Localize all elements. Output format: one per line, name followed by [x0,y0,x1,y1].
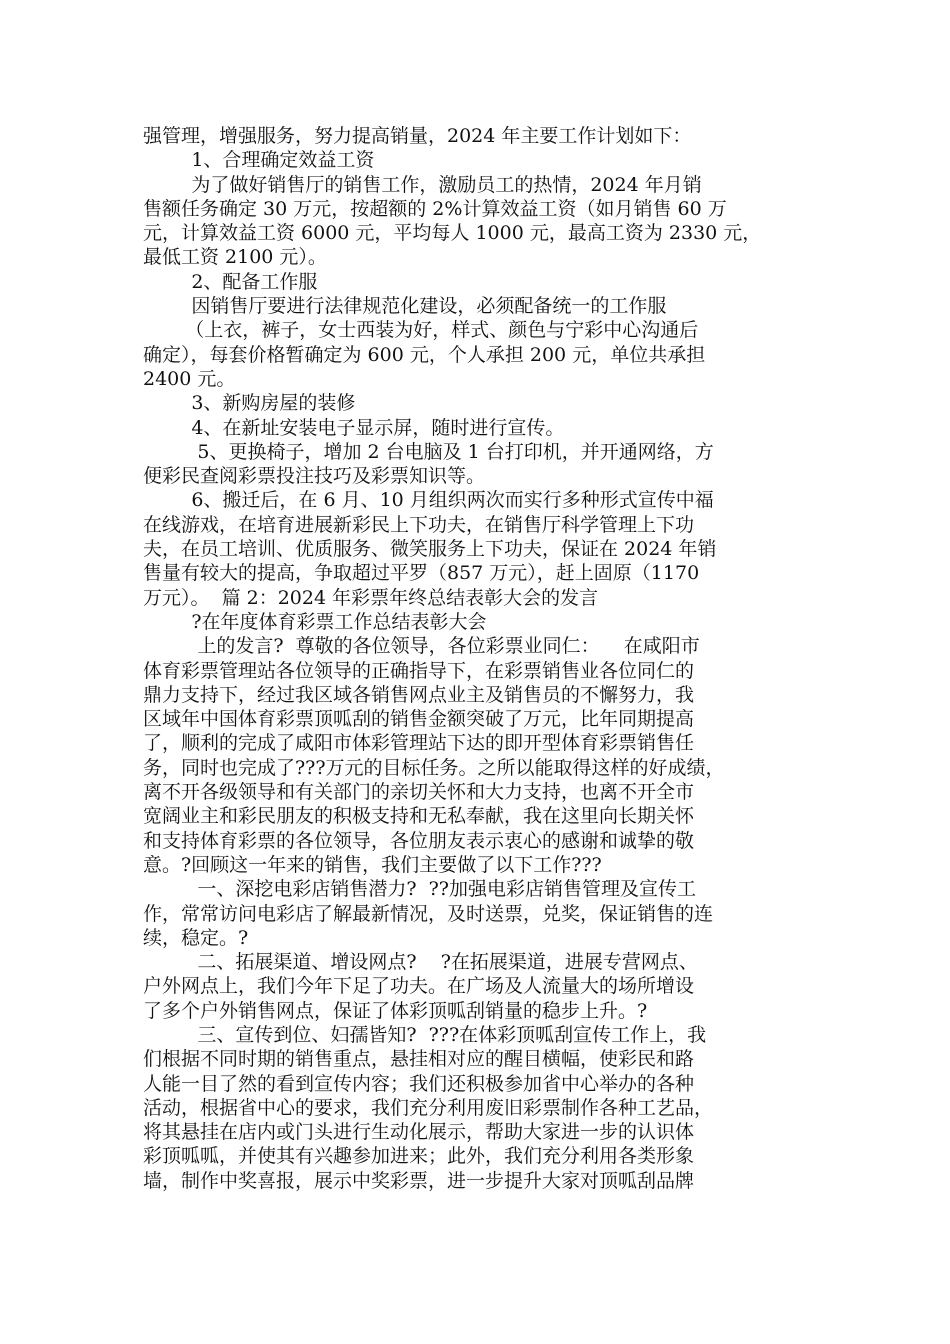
text-line: 上的发言? 尊敬的各位领导，各位彩票业同仁： 在咸阳市 [143,635,700,658]
text-line: 人能一目了然的看到宣传内容；我们还积极参加省中心举办的各种 [143,1072,695,1095]
text-line: 售额任务确定 30 万元，按超额的 2%计算效益工资（如月销售 60 万 [143,197,727,220]
text-line: 夫，在员工培训、优质服务、微笑服务上下功夫，保证在 2024 年销 [143,538,717,561]
text-line: 5、更换椅子，增加 2 台电脑及 1 台打印机，并开通网络，方 [143,440,714,463]
text-line: 为了做好销售厅的销售工作，激励员工的热情，2024 年月销 [143,173,702,196]
text-line: 三、宣传到位、妇孺皆知? ???在体彩顶呱刮宣传工作上，我 [143,1023,707,1046]
text-line: 了，顺利的完成了咸阳市体彩管理站下达的即开型体育彩票销售任 [143,732,695,755]
text-line: 意。?回顾这一年来的销售，我们主要做了以下工作??? [143,853,602,876]
text-line: 务，同时也完成了???万元的目标任务。之所以能取得这样的好成绩， [143,756,725,779]
text-line: 宽阔业主和彩民朋友的积极支持和无私奉献，我在这里向长期关怀 [143,805,695,828]
text-line: 3、新购房屋的装修 [143,392,356,415]
text-line: 2400 元。 [143,367,236,390]
text-line: 确定），每套价格暂确定为 600 元，个人承担 200 元，单位共承担 [143,343,706,366]
text-line: 作，常常访问电彩店了解最新情况，及时送票，兑奖，保证销售的连 [143,902,714,925]
text-line: 因销售厅要进行法律规范化建设，必须配备统一的工作服 [143,295,667,318]
text-line: 活动，根据省中心的要求，我们充分利用废旧彩票制作各种工艺品， [143,1096,714,1119]
text-line: 2、配备工作服 [143,270,318,293]
text-line: 在线游戏，在培育进展新彩民上下功夫，在销售厅科学管理上下功 [143,513,695,536]
text-line: 彩顶呱呱，并使其有兴趣参加进来；此外，我们充分利用各类形象 [143,1145,695,1168]
text-line: 续，稳定。? [143,926,249,949]
text-line: 元，计算效益工资 6000 元，平均每人 1000 元，最高工资为 2330 元， [143,222,762,245]
text-line: 一、深挖电彩店销售潜力? ??加强电彩店销售管理及宣传工 [143,878,696,901]
text-line: 离不开各级领导和有关部门的亲切关怀和大力支持，也离不开全市 [143,781,695,804]
text-line: 强管理，增强服务，努力提高销量，2024 年主要工作计划如下： [143,125,692,147]
text-line: 二、拓展渠道、增设网点? ?在拓展渠道，进展专营网点、 [143,951,698,974]
text-line: 体育彩票管理站各位领导的正确指导下，在彩票销售业各位同仁的 [143,659,695,682]
text-line: 6、搬迁后，在 6 月、10 月组织两次而实行多种形式宣传中福 [143,489,714,512]
document-body [143,124,823,1193]
text-line: （上衣，裤子，女士西装为好，样式、颜色与宁彩中心沟通后 [143,319,699,342]
text-line: 售量有较大的提高，争取超过平罗（857 万元），赶上固原（1170 [143,562,700,585]
text-line: 了多个户外销售网点，保证了体彩顶呱刮销量的稳步上升。? [143,999,648,1022]
text-line: 1、合理确定效益工资 [143,149,375,172]
text-line: 最低工资 2100 元）。 [143,246,327,269]
text-line: 将其悬挂在店内或门头进行生动化展示，帮助大家进一步的认识体 [143,1121,695,1144]
text-line: 万元）。 篇 2：2024 年彩票年终总结表彰大会的发言 [143,586,599,609]
text-line: 鼎力支持下，经过我区域各销售网点业主及销售员的不懈努力，我 [143,683,695,706]
text-line: 墙，制作中奖喜报，展示中奖彩票，进一步提升大家对顶呱刮品牌 [143,1169,695,1192]
text-line: 区域年中国体育彩票顶呱刮的销售金额突破了万元，比年同期提高 [143,708,695,731]
text-line: 4、在新址安装电子显示屏，随时进行宣传。 [143,416,565,439]
text-line: 们根据不同时期的销售重点，悬挂相对应的醒目横幅，使彩民和路 [143,1048,695,1071]
text-line: 和支持体育彩票的各位领导，各位朋友表示衷心的感谢和诚挚的敬 [143,829,695,852]
text-line: 户外网点上，我们今年下足了功夫。在广场及人流量大的场所增设 [143,975,695,998]
text-line: 便彩民查阅彩票投注技巧及彩票知识等。 [143,465,486,488]
text-line: ?在年度体育彩票工作总结表彰大会 [143,610,487,633]
